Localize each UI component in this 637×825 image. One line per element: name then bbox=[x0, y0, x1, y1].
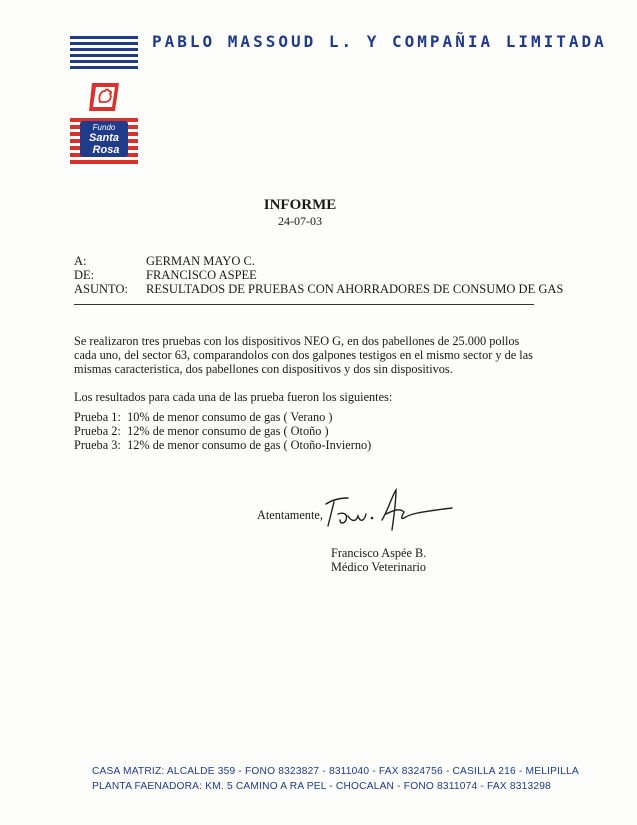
document-title: INFORME bbox=[263, 197, 337, 213]
letterhead-stripes bbox=[70, 36, 138, 70]
test-result: 12% de menor consumo de gas ( Otoño ) bbox=[127, 424, 329, 438]
test-result-row bbox=[74, 438, 371, 452]
test-results-list bbox=[74, 410, 371, 452]
memo-from-value: FRANCISCO ASPEE bbox=[146, 268, 257, 282]
letter-body bbox=[74, 334, 544, 404]
signer-title: Médico Veterinario bbox=[331, 560, 427, 574]
memo-from-label: DE: bbox=[74, 268, 95, 282]
test-result: 10% de menor consumo de gas ( Verano ) bbox=[127, 410, 333, 424]
closing-salutation: Atentamente, bbox=[257, 508, 323, 522]
footer-address-line-2: PLANTA FAENADORA: KM. 5 CAMINO A RA PEL - CHOCALAN - FONO 8311074 - FAX 8313298 bbox=[92, 781, 551, 792]
memo-subject-label: ASUNTO: bbox=[74, 282, 128, 296]
test-result-row bbox=[74, 424, 371, 438]
document-date: 24-07-03 bbox=[278, 214, 322, 228]
test-label: Prueba 3: bbox=[74, 438, 121, 452]
signer-block bbox=[331, 546, 426, 574]
test-label: Prueba 1: bbox=[74, 410, 121, 424]
test-result: 12% de menor consumo de gas ( Otoño-Invierno) bbox=[127, 438, 372, 452]
svg-text:Rosa: Rosa bbox=[92, 144, 120, 156]
memo-subject-value: RESULTADOS DE PRUEBAS CON AHORRADORES DE CONSUMO DE GAS bbox=[146, 282, 564, 296]
body-paragraph: Los resultados para cada una de las prueba fueron los siguientes: bbox=[74, 390, 393, 404]
rooster-logo-icon bbox=[86, 80, 122, 114]
signer-name: Francisco Aspée B. bbox=[331, 546, 427, 560]
header-divider bbox=[74, 304, 534, 305]
svg-text:Fundo: Fundo bbox=[92, 123, 116, 132]
test-label: Prueba 2: bbox=[74, 424, 121, 438]
body-paragraph: Se realizaron tres pruebas con los dispositivos NEO G, en dos pabellones de 25.000 pollos cada uno, del sector 63, comparandolos con dos galpones testigos en el mismo sector y de las mismas caracteristica, dos pabellones con dispositivos y dos sin dispositivos. bbox=[74, 334, 533, 376]
fundo-santa-rosa-logo bbox=[70, 118, 138, 168]
footer-address-line-1: CASA MATRIZ: ALCALDE 359 - FONO 8323827 - 8311040 - FAX 8324756 - CASILLA 216 - MELIPILLA bbox=[92, 766, 579, 777]
handwritten-signature bbox=[318, 486, 458, 536]
company-name: PABLO MASSOUD L. Y COMPAÑIA LIMITADA bbox=[152, 32, 607, 51]
letterhead-footer bbox=[92, 764, 579, 794]
svg-text:Santa: Santa bbox=[89, 132, 119, 144]
memo-to-label: A: bbox=[74, 254, 87, 268]
memo-to-value: GERMAN MAYO C. bbox=[146, 254, 255, 268]
test-result-row bbox=[74, 410, 371, 424]
